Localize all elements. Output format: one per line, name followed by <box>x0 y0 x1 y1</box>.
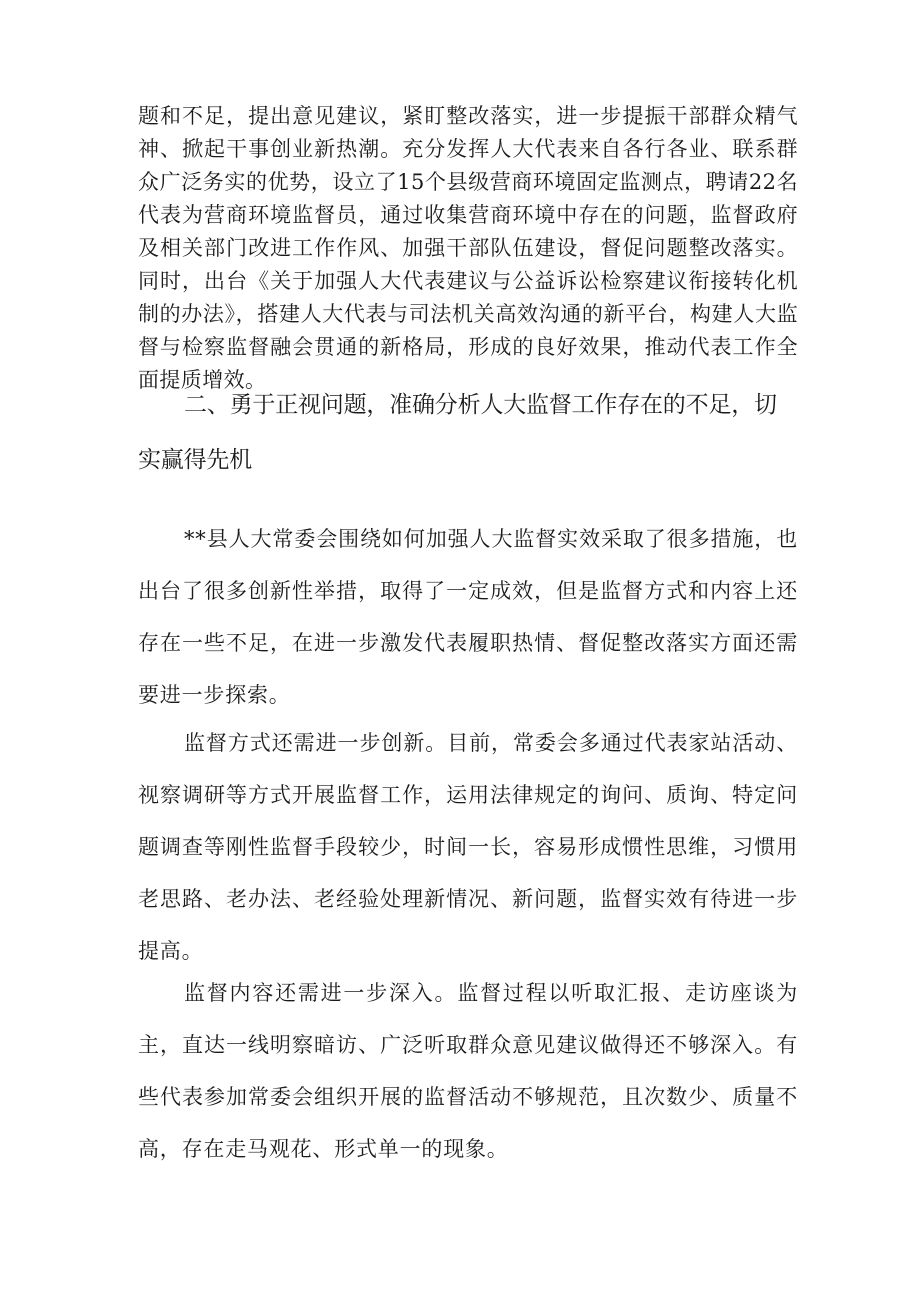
paragraph-overview: **县人大常委会围绕如何加强人大监督实效采取了很多措施，也出台了很多创新性举措，取得了一定成效，但是监督方式和内容上还存在一些不足，在进一步激发代表履职热情、督促整改落实方面还需要进一步探索。 <box>138 527 798 707</box>
paragraph-continuation: 题和不足，提出意见建议，紧盯整改落实，进一步提振干部群众精气神、掀起干事创业新热潮。充分发挥人大代表来自各行各业、联系群众广泛务实的优势，设立了15个县级营商环境固定监测点，聘请22名代表为营商环境监督员，通过收集营商环境中存在的问题，监督政府及相关部门改进工作作风、加强干部队伍建设，督促问题整改落实。同时，出台《关于加强人大代表建议与公益诉讼检察建议衔接转化机制的办法》，搭建人大代表与司法机关高效沟通的新平台，构建人大监督与检察监督融会贯通的新格局，形成的良好效果，推动代表工作全面提质增效。 <box>138 104 798 392</box>
paragraph-content-depth: 监督内容还需进一步深入。监督过程以听取汇报、走访座谈为主，直达一线明察暗访、广泛听取群众意见建议做得还不够深入。有些代表参加常委会组织开展的监督活动不够规范，且次数少、质量不高，存在走马观花、形式单一的现象。 <box>138 981 798 1161</box>
paragraph-method-innovation: 监督方式还需进一步创新。目前，常委会多通过代表家站活动、视察调研等方式开展监督工作，运用法律规定的询问、质询、特定问题调查等刚性监督手段较少，时间一长，容易形成惯性思维，习惯用老思路、老办法、老经验处理新情况、新问题，监督实效有待进一步提高。 <box>138 731 798 963</box>
section-heading: 二、勇于正视问题，准确分析人大监督工作存在的不足，切实赢得先机 <box>138 392 777 473</box>
